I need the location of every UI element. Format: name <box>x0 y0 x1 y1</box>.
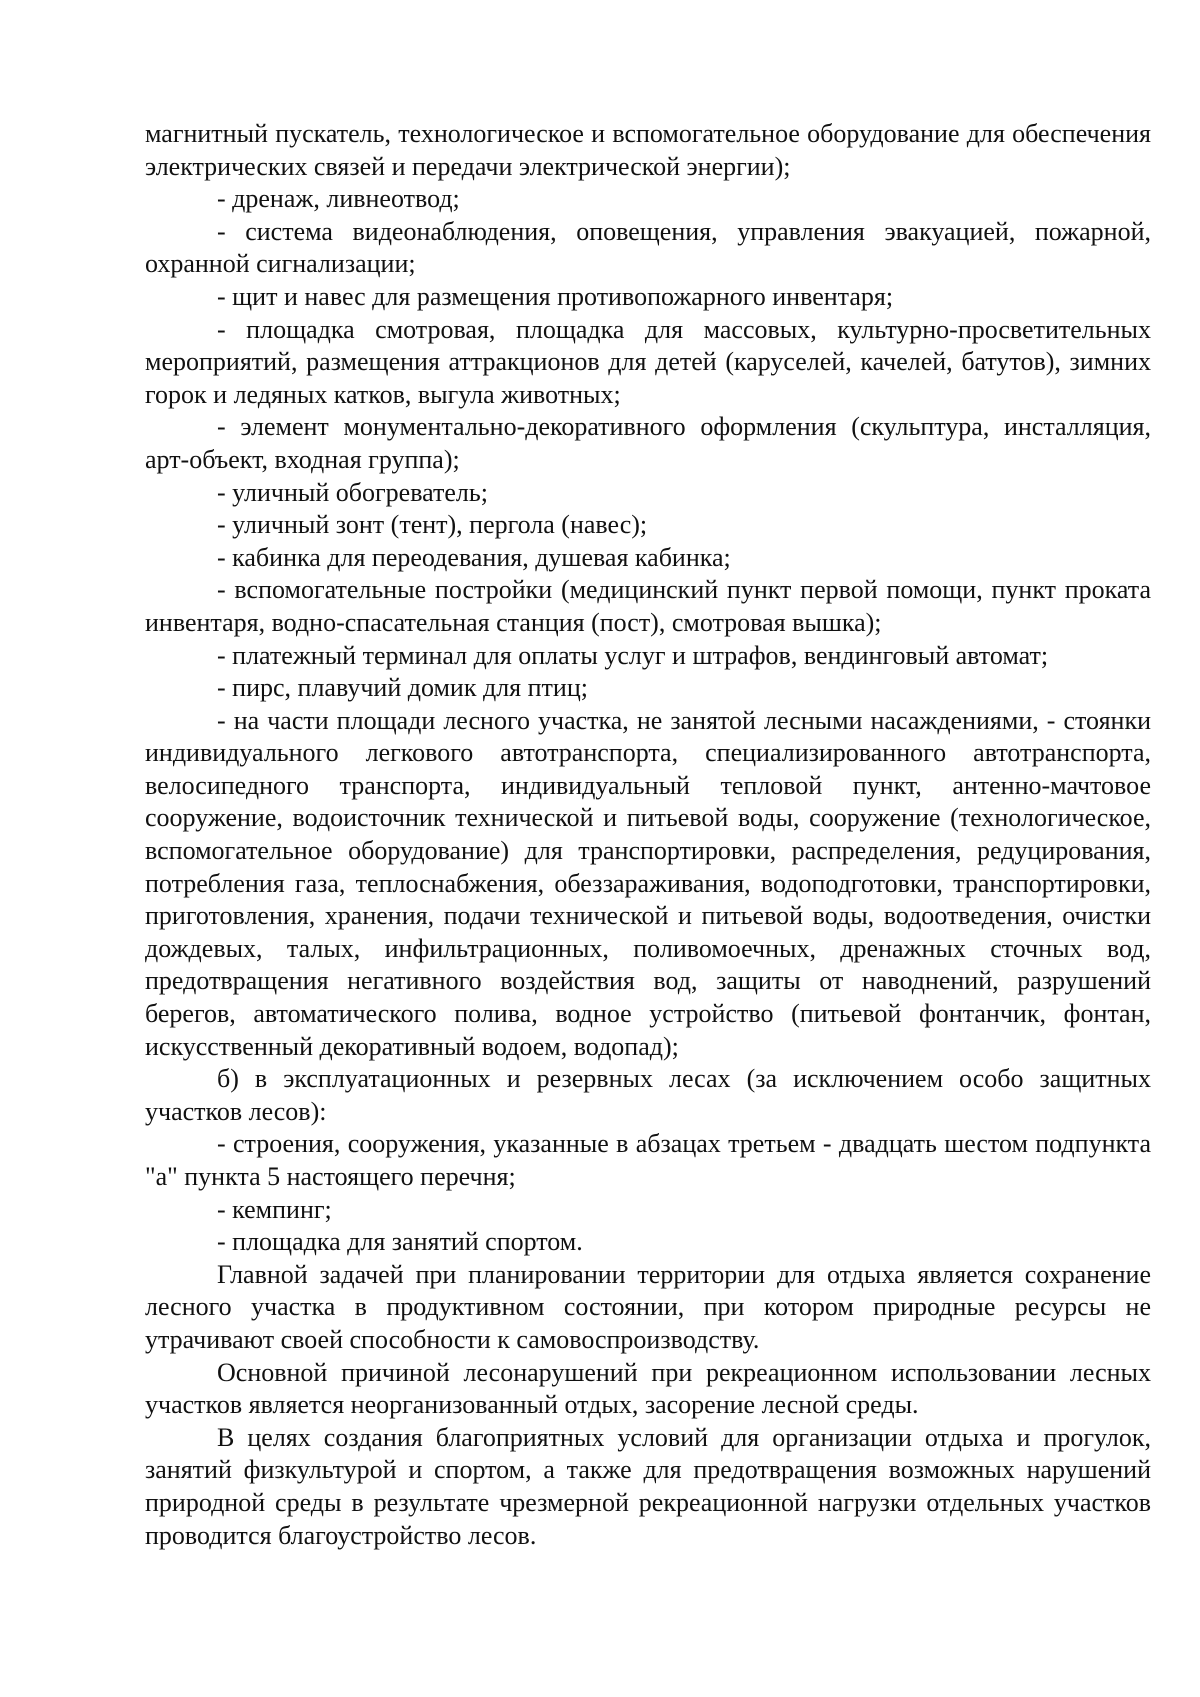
list-item: - элемент монументально-декоративного оформления (скульптура, инсталляция, арт-объект, входная группа); <box>145 412 1151 474</box>
list-item: - уличный зонт (тент), пергола (навес); <box>217 510 648 540</box>
list-item: - платежный терминал для оплаты услуг и штрафов, вендинговый автомат; <box>217 640 1049 670</box>
list-item: - кемпинг; <box>217 1194 332 1224</box>
list-item: - строения, сооружения, указанные в абзацах третьем - двадцать шестом подпункта "а" пункта 5 настоящего перечня; <box>145 1129 1151 1191</box>
list-item: - система видеонаблюдения, оповещения, управления эвакуацией, пожарной, охранной сигнализации; <box>145 216 1151 279</box>
list-item: - кабинка для переодевания, душевая кабинка; <box>217 542 731 572</box>
list-item: - площадка для занятий спортом. <box>217 1227 583 1257</box>
body-paragraph: В целях создания благоприятных условий для организации отдыха и прогулок, занятий физкультурой и спортом, а также для предотвращения возможных нарушений природной среды в результате чрезмерной рекреационной нагрузки отдельных участков проводится благоустройство лесов. <box>145 1422 1151 1550</box>
body-paragraph: Основной причиной лесонарушений при рекреационном использовании лесных участков является неорганизованный отдых, засорение лесной среды. <box>145 1357 1151 1420</box>
list-item: - пирс, плавучий домик для птиц; <box>217 673 588 703</box>
list-item: - уличный обогреватель; <box>217 477 488 507</box>
list-item: - щит и навес для размещения противопожарного инвентаря; <box>217 281 894 311</box>
list-item: - площадка смотровая, площадка для массовых, культурно-просветительных мероприятий, размещения аттракционов для детей (каруселей, качелей, батутов), зимних горок и ледяных катков, выгула животных; <box>145 314 1151 409</box>
body-paragraph: Главной задачей при планировании территории для отдыха является сохранение лесного участка в продуктивном состоянии, при котором природные ресурсы не утрачивают своей способности к самовоспроизводству. <box>145 1259 1151 1354</box>
list-item: - на части площади лесного участка, не занятой лесными насаждениями, - стоянки индивидуального легкового автотранспорта, специализированного автотранспорта, велосипедного транспорта, индивидуальный тепловой пункт, антенно-мачтовое сооружение, водоисточник технической и питьевой воды, сооружение (технологическое, вспомогательное оборудование) для транспортировки, распределения, редуцирования, потребления газа, теплоснабжения, обеззараживания, водоподготовки, транспортировки, приготовления, хранения, подачи технической и питьевой воды, водоотведения, очистки дождевых, талых, инфильтрационных, поливомоечных, дренажных сточных вод, предотвращения негативного воздействия вод, защиты от наводнений, разрушений берегов, автоматического полива, водное устройство (питьевой фонтанчик, фонтан, искусственный декоративный водоем, водопад); <box>145 705 1151 1061</box>
list-item: - вспомогательные постройки (медицинский пункт первой помощи, пункт проката инвентаря, водно-спасательная станция (пост), смотровая вышка); <box>145 575 1151 637</box>
document-page <box>145 118 1151 1552</box>
list-item: - дренаж, ливнеотвод; <box>217 184 460 214</box>
paragraph: магнитный пускатель, технологическое и вспомогательное оборудование для обеспечения электрических связей и передачи электрической энергии); <box>145 119 1151 181</box>
subsection-heading-paragraph: б) в эксплуатационных и резервных лесах (за исключением особо защитных участков лесов): <box>145 1064 1151 1126</box>
